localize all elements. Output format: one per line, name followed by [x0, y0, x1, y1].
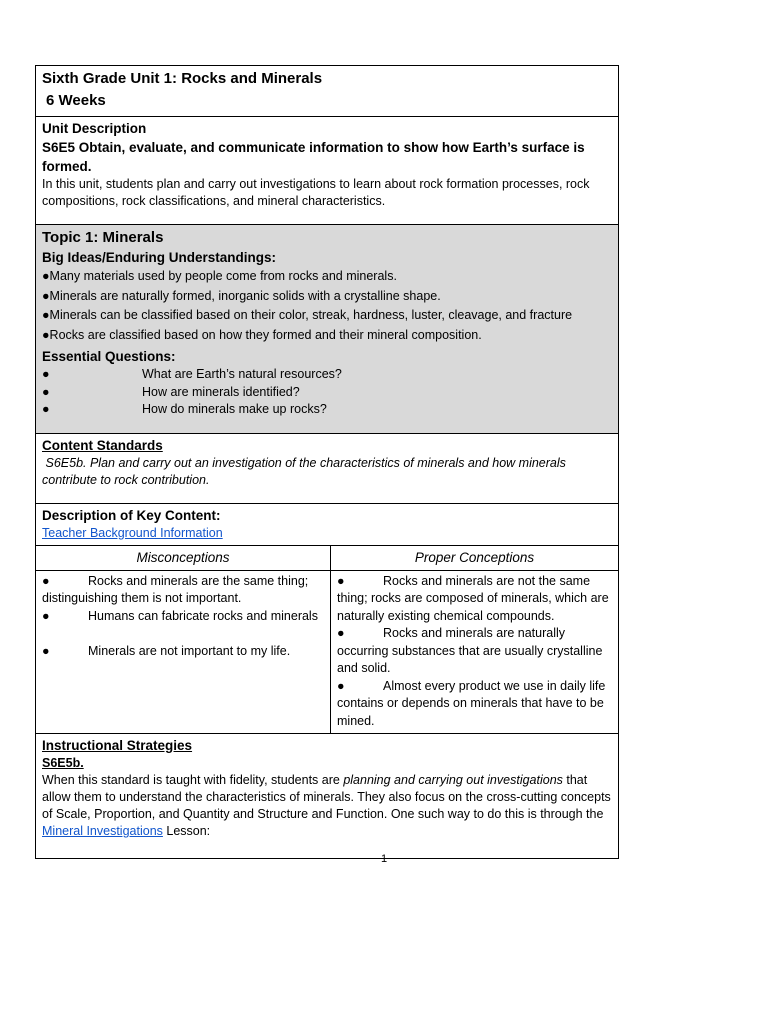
content-standards-heading: Content Standards — [42, 437, 163, 453]
bullet-icon: ● — [42, 384, 50, 399]
bullet-icon: ● — [42, 402, 50, 416]
mineral-investigations-link[interactable]: Mineral Investigations — [42, 824, 163, 838]
unit-title: Sixth Grade Unit 1: Rocks and Minerals — [42, 70, 323, 87]
question-text: How do minerals make up rocks? — [142, 402, 327, 416]
misconception-item: ● Rocks and minerals are the same thing; distinguishing them is not important. — [42, 573, 309, 605]
big-idea-item: ●Many materials used by people come from rocks and minerals. — [42, 269, 397, 283]
essential-questions-heading: Essential Questions: — [42, 349, 176, 364]
unit-plan-document — [35, 65, 619, 859]
unit-standard: S6E5 Obtain, evaluate, and communicate information to show how Earth’s surface is formed. — [42, 140, 585, 174]
essential-question-item — [42, 384, 612, 402]
misconceptions-heading: Misconceptions — [136, 549, 230, 565]
conceptions-header-row — [36, 546, 618, 571]
teacher-background-link[interactable]: Teacher Background Information — [42, 525, 223, 540]
title-section — [36, 66, 618, 117]
instructional-text: When this standard is taught with fidelity, students are planning and carrying out investigations that allow them to understand the characteristics of minerals. They also focus on the cross-cutting concepts of Scale, Proportion, and Quantity and Structure and Function. One such way to do this is through the Mineral Investigations Lesson: — [42, 773, 611, 838]
misconception-item: ● Minerals are not important to my life. — [42, 643, 291, 658]
instructional-standard-code: S6E5b. — [42, 756, 84, 770]
unit-description-text: In this unit, students plan and carry out investigations to learn about rock formation processes, rock compositions, rock classifications, and mineral characteristics. — [42, 177, 590, 208]
proper-conceptions-header-cell — [331, 546, 618, 570]
big-idea-item: ●Rocks are classified based on how they formed and their mineral composition. — [42, 327, 482, 342]
proper-conceptions-heading: Proper Conceptions — [414, 549, 535, 565]
instructional-strategies-section — [36, 734, 618, 858]
essential-question-item — [42, 366, 612, 384]
unit-description-section — [36, 117, 618, 225]
topic-section — [36, 225, 618, 434]
proper-conceptions-cell — [331, 571, 618, 734]
big-ideas-heading: Big Ideas/Enduring Understandings: — [42, 250, 277, 265]
key-content-heading: Description of Key Content: — [42, 507, 221, 523]
content-standards-text: S6E5b. Plan and carry out an investigation of the characteristics of minerals and how minerals contribute to rock contribution. — [42, 455, 570, 487]
instructional-strategies-heading: Instructional Strategies — [42, 738, 193, 753]
page-number: 1 — [380, 853, 388, 865]
misconception-item: ● Humans can fabricate rocks and minerals — [42, 608, 318, 623]
key-content-section — [36, 504, 618, 546]
misconceptions-cell — [36, 571, 331, 734]
big-idea-item: ●Minerals can be classified based on their color, streak, hardness, luster, cleavage, and fracture — [42, 308, 573, 322]
content-standards-section — [36, 434, 618, 504]
proper-conception-item: ● Rocks and minerals are not the same thing; rocks are composed of minerals, which are naturally existing chemical compounds. — [337, 573, 609, 623]
conceptions-body-row — [36, 571, 618, 735]
proper-conception-item: ● Rocks and minerals are naturally occurring substances that are usually crystalline and solid. — [337, 626, 603, 675]
question-text: What are Earth’s natural resources? — [142, 367, 342, 381]
topic-title: Topic 1: Minerals — [42, 229, 164, 246]
bullet-icon: ● — [42, 367, 50, 381]
essential-question-item — [42, 401, 612, 419]
big-idea-item: ●Minerals are naturally formed, inorganic solids with a crystalline shape. — [42, 288, 441, 303]
proper-conception-item: ● Almost every product we use in daily life contains or depends on minerals that have to be mined. — [337, 678, 606, 728]
unit-description-heading: Unit Description — [42, 121, 147, 136]
misconceptions-header-cell — [36, 546, 331, 570]
unit-duration: 6 Weeks — [46, 92, 106, 109]
question-text: How are minerals identified? — [142, 384, 300, 399]
